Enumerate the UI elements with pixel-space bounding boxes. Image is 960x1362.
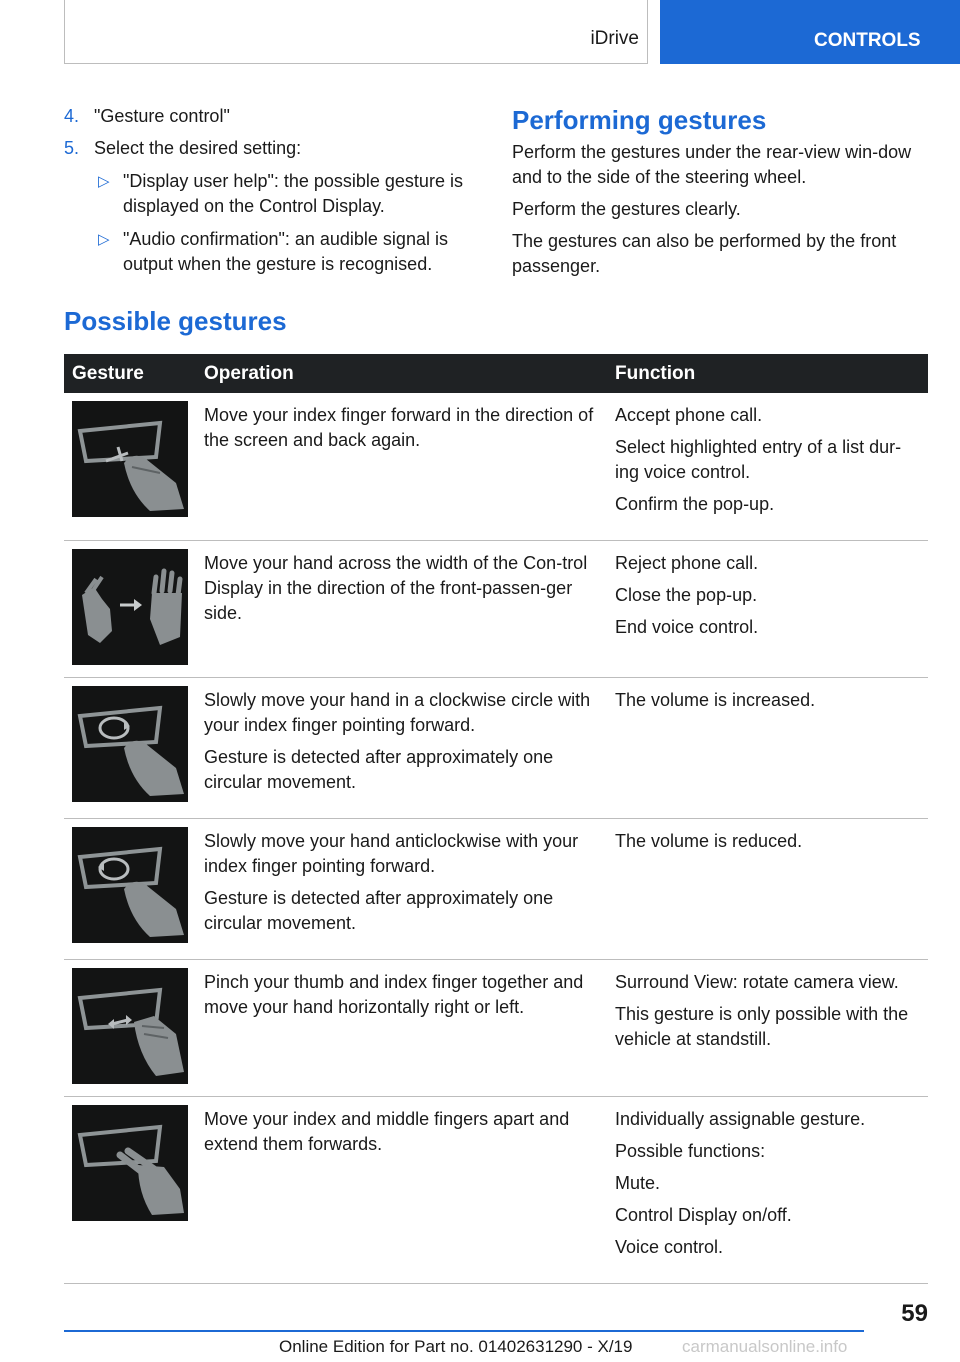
- possible-gestures-heading: Possible gestures: [64, 306, 287, 336]
- paragraph: Perform the gestures clearly.: [512, 199, 741, 219]
- step-text: Select the desired setting:: [94, 138, 302, 158]
- table-row: [64, 1097, 928, 1284]
- watermark: carmanualsonline.info: [682, 1337, 848, 1356]
- paragraph: Perform the gestures under the rear-view win-dow and to the side of the steering wheel.: [512, 142, 912, 187]
- function-text: The volume is increased.: [615, 690, 816, 710]
- table-header-row: [64, 354, 928, 393]
- header-chapter-tab: CONTROLS: [660, 0, 960, 64]
- triangle-bullet-icon: ▷: [98, 231, 110, 248]
- performing-gestures-heading: Performing gestures: [512, 105, 767, 135]
- step-item: [64, 104, 474, 129]
- table-row: [64, 819, 928, 960]
- function-text: Voice control.: [615, 1237, 724, 1257]
- function-text: Confirm the pop-up.: [615, 494, 775, 514]
- column-header-gesture: Gesture: [72, 363, 144, 384]
- operation-text: Gesture is detected after approximately one circular movement.: [204, 888, 554, 933]
- page-number: 59: [901, 1300, 928, 1327]
- operation-text: Slowly move your hand in a clockwise circle with your index finger pointing forward.: [204, 690, 591, 735]
- function-text: The volume is reduced.: [615, 831, 803, 851]
- performing-gestures-section: [512, 104, 928, 286]
- setting-option-text: "Audio confirmation": an audible signal is output when the gesture is recognised.: [123, 229, 448, 274]
- index-finger-forward-icon: [72, 401, 188, 517]
- step-item: [64, 136, 474, 277]
- function-text: Select highlighted entry of a list dur-ing voice control.: [615, 437, 902, 482]
- operation-text: Move your index and middle fingers apart and extend them forwards.: [204, 1109, 570, 1154]
- gestures-table: [64, 354, 928, 1284]
- setting-options-list: [94, 169, 474, 277]
- table-row: [64, 960, 928, 1097]
- function-text: Accept phone call.: [615, 405, 763, 425]
- column-header-function: Function: [615, 363, 696, 384]
- step-number: 4.: [64, 106, 80, 126]
- function-text: Reject phone call.: [615, 553, 759, 573]
- operation-text: Move your index finger forward in the direction of the screen and back again.: [204, 405, 594, 450]
- table-row: [64, 541, 928, 678]
- header-section-label: iDrive: [590, 28, 639, 49]
- paragraph: The gestures can also be performed by the front passenger.: [512, 231, 897, 276]
- header-left-box: [64, 0, 648, 64]
- function-text: Individually assignable gesture.: [615, 1109, 866, 1129]
- operation-text: Slowly move your hand anticlockwise with your index finger pointing forward.: [204, 831, 579, 876]
- settings-steps-column: [64, 104, 474, 285]
- function-text: Mute.: [615, 1173, 661, 1193]
- anticlockwise-circle-icon: [72, 827, 188, 943]
- table-row: [64, 678, 928, 819]
- operation-text: Pinch your thumb and index finger together and move your hand horizontally right or left.: [204, 972, 584, 1017]
- operation-text: Move your hand across the width of the Con-trol Display in the direction of the front-passen-ger side.: [204, 553, 588, 623]
- step-number: 5.: [64, 138, 80, 158]
- clockwise-circle-icon: [72, 686, 188, 802]
- table-row: [64, 393, 928, 541]
- setting-option: [94, 227, 474, 277]
- triangle-bullet-icon: ▷: [98, 173, 110, 190]
- footer-divider: [64, 1330, 864, 1332]
- function-text: Surround View: rotate camera view.: [615, 972, 899, 992]
- function-text: Close the pop-up.: [615, 585, 758, 605]
- function-text: End voice control.: [615, 617, 759, 637]
- pinch-move-icon: [72, 968, 188, 1084]
- function-text: This gesture is only possible with the vehicle at standstill.: [615, 1004, 909, 1049]
- function-text: Possible functions:: [615, 1141, 766, 1161]
- edition-text: Online Edition for Part no. 01402631290 - X/19: [279, 1337, 633, 1356]
- function-text: Control Display on/off.: [615, 1205, 792, 1225]
- two-finger-extend-icon: [72, 1105, 188, 1221]
- step-text: "Gesture control": [94, 106, 230, 126]
- operation-text: Gesture is detected after approximately one circular movement.: [204, 747, 554, 792]
- steps-list: [64, 104, 474, 277]
- column-header-operation: Operation: [204, 363, 294, 384]
- setting-option: [94, 169, 474, 219]
- hand-swipe-icon: [72, 549, 188, 665]
- setting-option-text: "Display user help": the possible gesture is displayed on the Control Display.: [123, 171, 463, 216]
